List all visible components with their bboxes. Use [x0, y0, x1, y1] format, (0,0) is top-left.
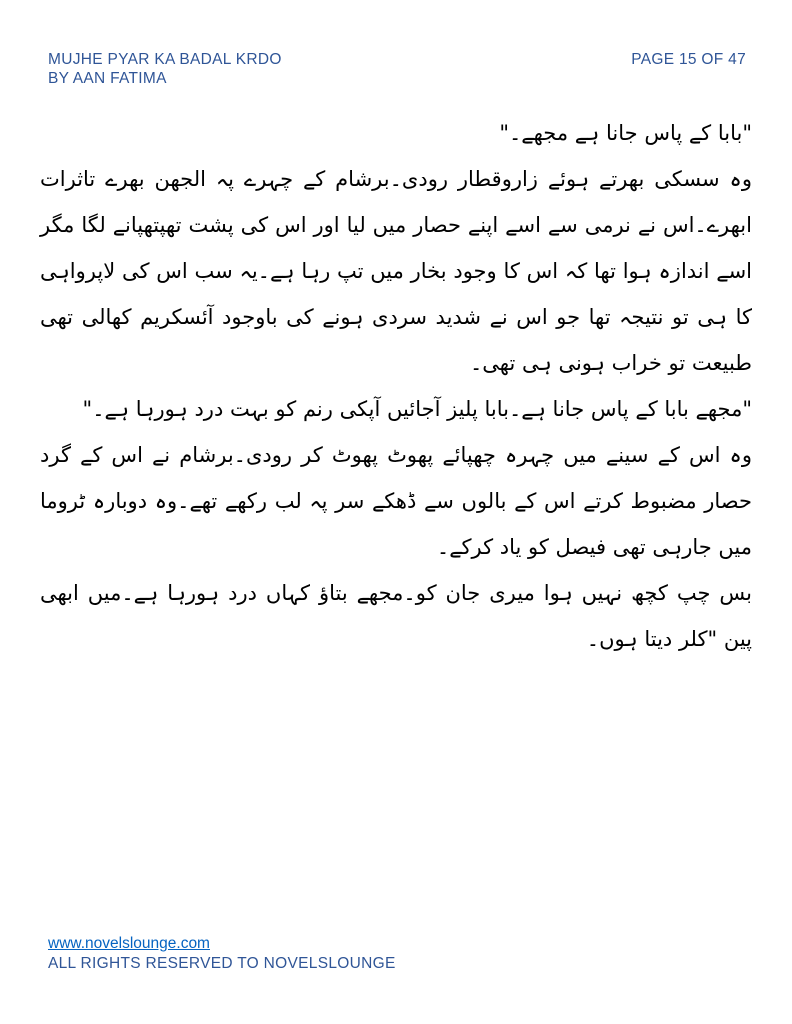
paragraph: وہ اس کے سینے میں چہرہ چھپائے پھوٹ پھوٹ کر رودی۔برشام نے اس کے گرد حصار مضبوط کرتے اس کے بالوں سے ڈھکے سر پہ لب رکھے تھے۔وہ دوبارہ ٹروما میں جارہی تھی فیصل کو یاد کرکے۔ — [40, 443, 752, 559]
author-line: BY AAN FATIMA — [48, 70, 167, 87]
rights-notice: ALL RIGHTS RESERVED TO NOVELSLOUNGE — [48, 955, 396, 972]
website-link[interactable]: www.novelslounge.com — [48, 935, 210, 952]
page-number: PAGE 15 OF 47 — [631, 51, 746, 68]
document-header — [48, 50, 282, 88]
paragraph: وہ سسکی بھرتے ہوئے زاروقطار رودی۔برشام کے چہرے پہ الجھن بھرے تاثرات ابھرے۔اس نے نرمی سے اسے اپنے حصار میں لیا اور اس کی پشت تھپتھپانے لگا مگر اسے اندازہ ہوا تھا کہ اس کا وجود بخار میں تپ رہا ہے۔یہ سب اس کی لاپرواہی کا ہی تو نتیجہ تھا جو اس نے شدید سردی ہونے کی باوجود آئسکریم کھالی تھی طبیعت تو خراب ہونی ہی تھی۔ — [40, 167, 752, 375]
document-footer — [48, 934, 396, 974]
paragraph: "مجھے بابا کے پاس جانا ہے۔بابا پلیز آجائیں آپکی رنم کو بہت درد ہورہا ہے۔" — [82, 397, 752, 421]
novel-title: MUJHE PYAR KA BADAL KRDO — [48, 51, 282, 68]
paragraph: بس چپ کچھ نہیں ہوا میری جان کو۔مجھے بتاؤ کہاں درد ہورہا ہے۔میں ابھی پین "کلر دیتا ہوں۔ — [40, 581, 752, 651]
story-body — [40, 110, 752, 662]
paragraph: "بابا کے پاس جانا ہے مجھے۔" — [499, 121, 752, 145]
